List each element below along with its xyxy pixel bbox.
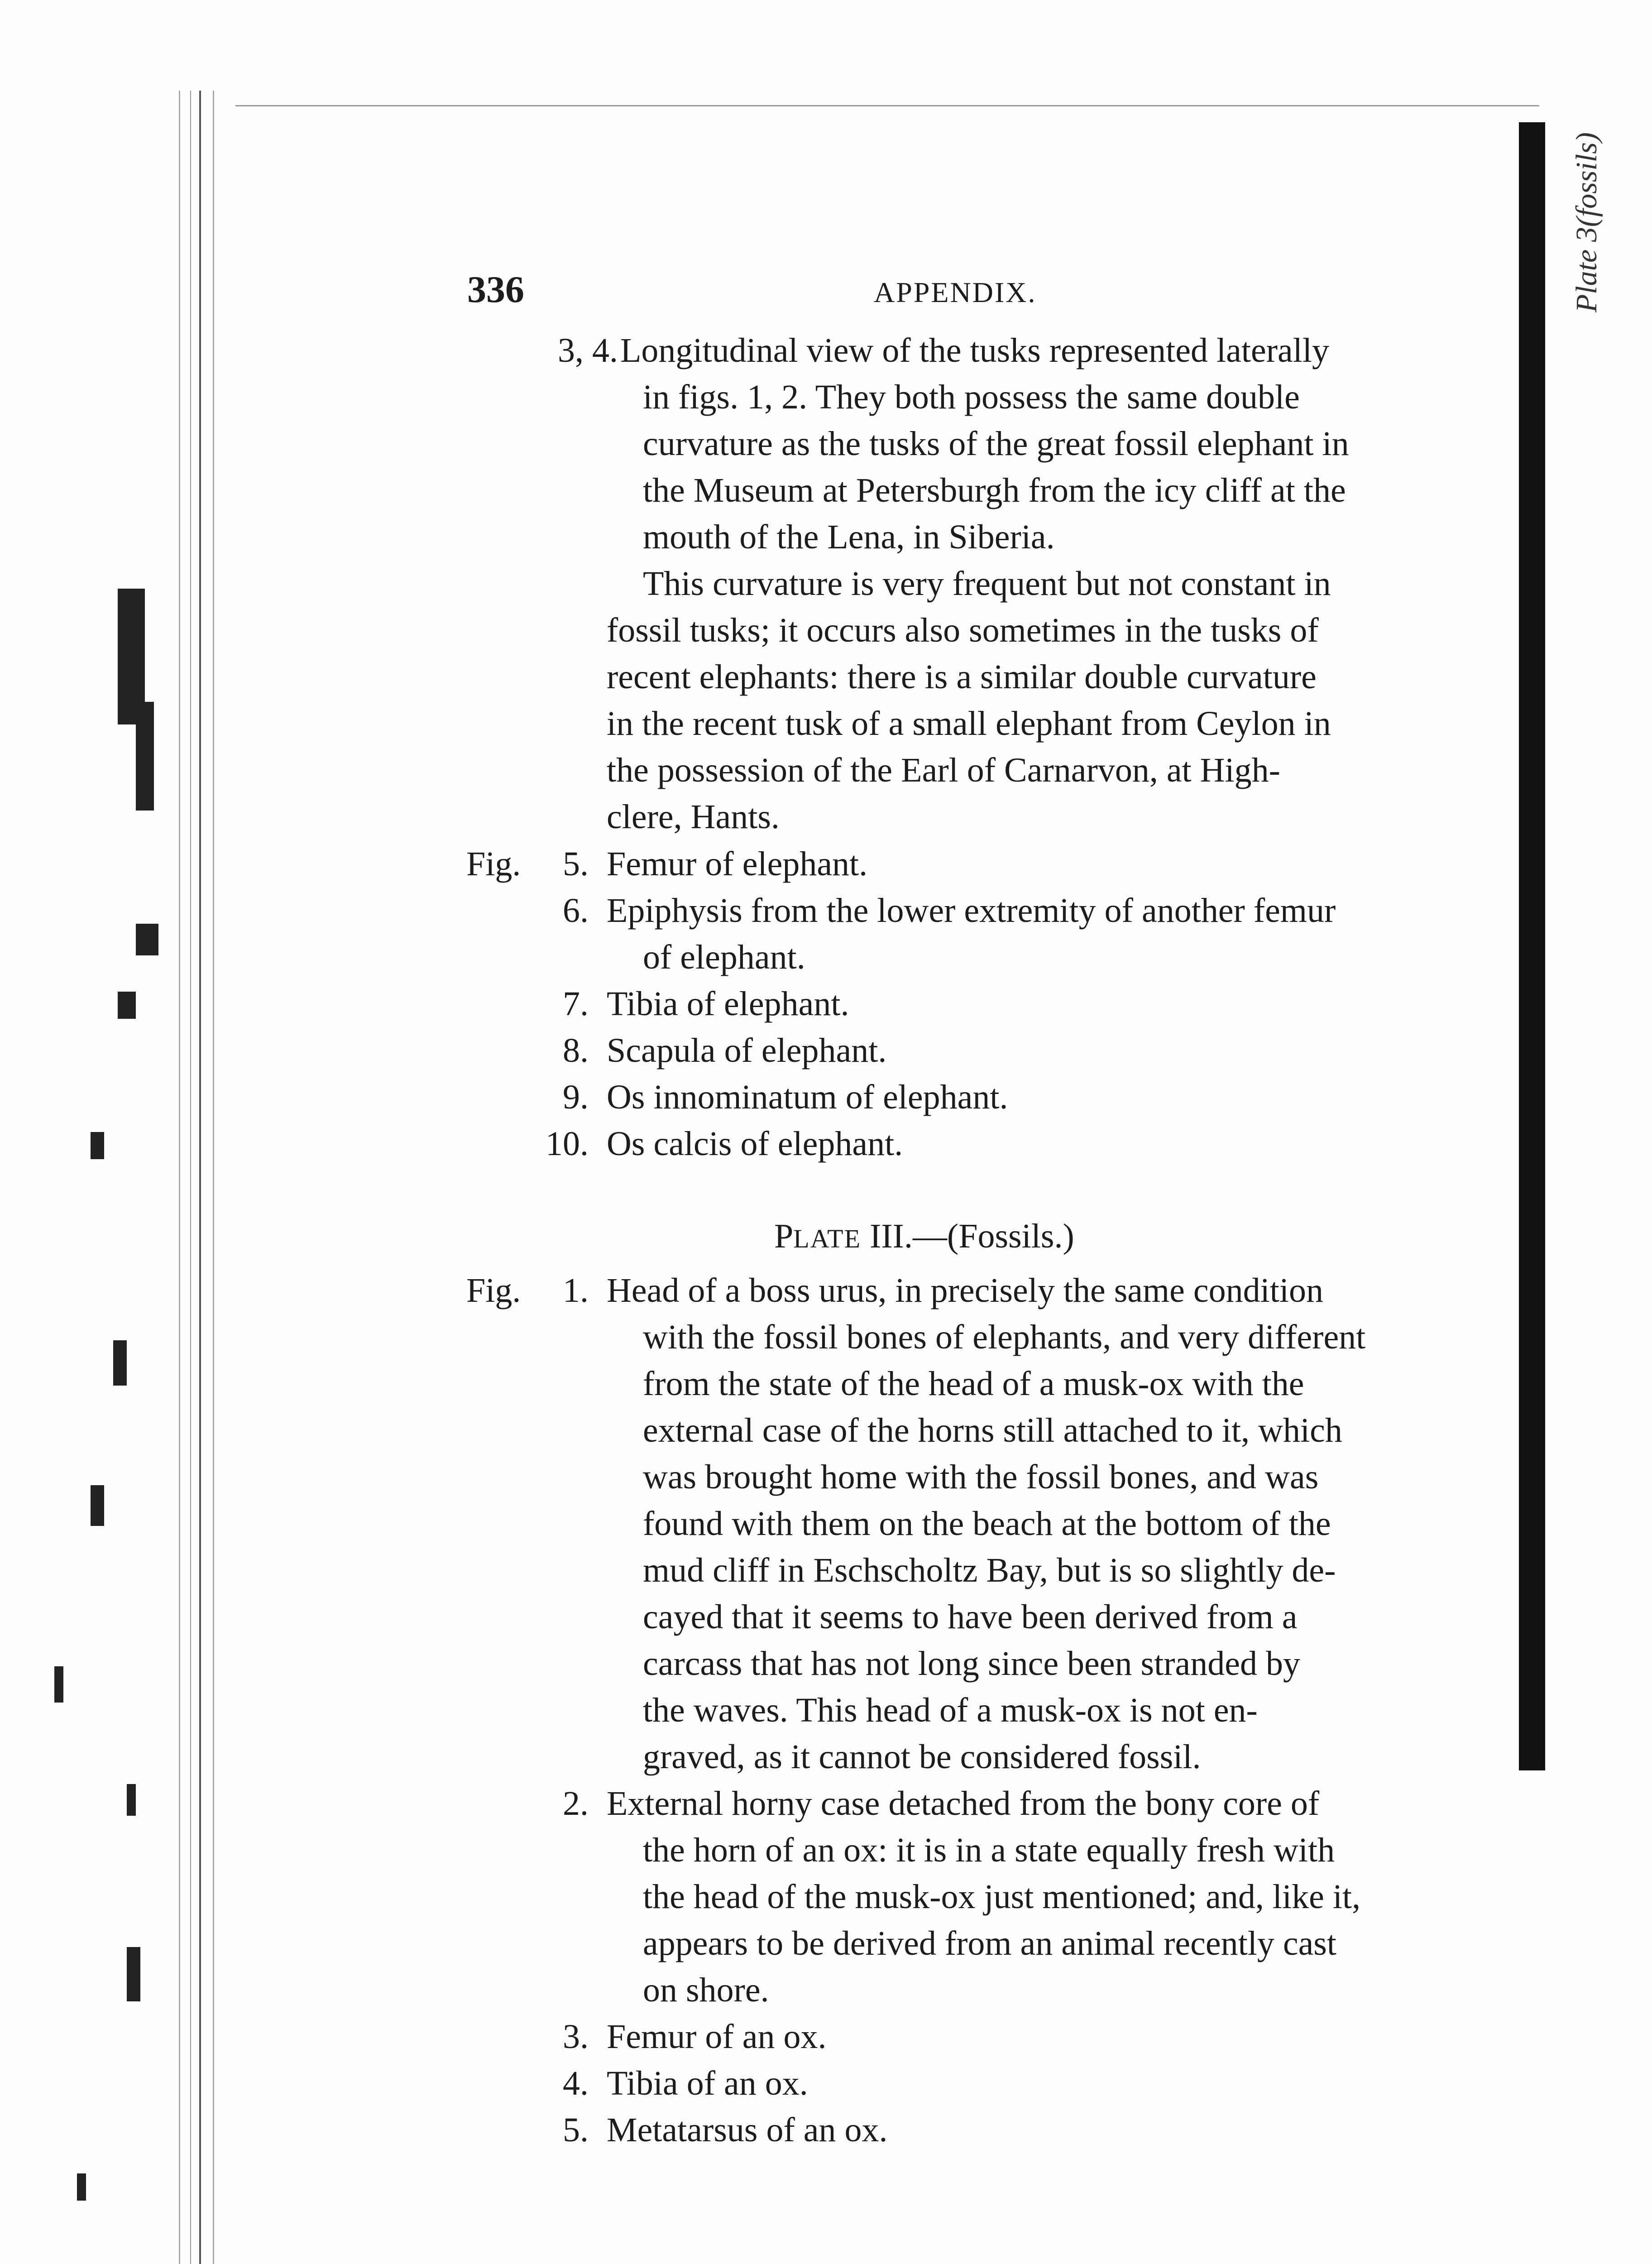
entry-line: mud cliff in Eschscholtz Bay, but is so slightly de- <box>643 1551 1336 1589</box>
entry-number: 4. <box>563 2064 589 2102</box>
handwritten-margin-note: Plate 3(fossils) <box>1570 132 1603 312</box>
paragraph-line: in the recent tusk of a small elephant from Ceylon in <box>607 705 1331 743</box>
entry-line: mouth of the Lena, in Siberia. <box>643 518 1055 556</box>
entry-line: of elephant. <box>643 938 805 976</box>
entry-line: Femur of elephant. <box>607 845 868 883</box>
entry-line: external case of the horns still attached to it, which <box>643 1411 1342 1449</box>
entry-number: 5. <box>563 2111 589 2149</box>
paragraph-line: recent elephants: there is a similar double curvature <box>607 658 1317 696</box>
entry-line: Os calcis of elephant. <box>607 1125 903 1163</box>
entry-number: 10. <box>546 1125 589 1163</box>
entry-line: was brought home with the fossil bones, and was <box>643 1458 1319 1496</box>
entry-line: Head of a boss urus, in precisely the same condition <box>607 1271 1323 1309</box>
entry-line: cayed that it seems to have been derived from a <box>643 1598 1298 1636</box>
entry-line: appears to be derived from an animal recently cast <box>643 1924 1336 1962</box>
entry-line: the waves. This head of a musk-ox is not en- <box>643 1691 1258 1729</box>
entry-line: with the fossil bones of elephants, and very different <box>643 1318 1366 1356</box>
entry-number: 9. <box>563 1078 589 1116</box>
paragraph-line: the possession of the Earl of Carnarvon, at High- <box>607 751 1280 789</box>
entry-line: from the state of the head of a musk-ox with the <box>643 1365 1304 1403</box>
entry-line: Epiphysis from the lower extremity of another femur <box>607 892 1336 930</box>
entry-line: External horny case detached from the bony core of <box>607 1784 1320 1823</box>
entry-line: graved, as it cannot be considered fossil. <box>643 1738 1201 1776</box>
entry-line: found with them on the beach at the bottom of the <box>643 1505 1331 1543</box>
page-number: 336 <box>467 269 524 311</box>
entry-line: the horn of an ox: it is in a state equally fresh with <box>643 1831 1335 1869</box>
entry-line: the head of the musk-ox just mentioned; and, like it, <box>643 1878 1361 1916</box>
binding-edge-marks <box>0 91 213 2264</box>
paragraph-line: This curvature is very frequent but not constant in <box>643 565 1331 603</box>
entry-line: Femur of an ox. <box>607 2018 827 2056</box>
entry-line: Scapula of elephant. <box>607 1031 887 1070</box>
entry-line: Os innominatum of elephant. <box>607 1078 1008 1116</box>
entry-number: 3, 4. <box>558 331 618 369</box>
entry-number: 3. <box>563 2018 589 2056</box>
paragraph-line: fossil tusks; it occurs also sometimes in the tusks of <box>607 611 1319 649</box>
entry-line: carcass that has not long since been stranded by <box>643 1645 1300 1683</box>
entry-number: 2. <box>563 1784 589 1823</box>
entry-line: Tibia of elephant. <box>607 985 849 1023</box>
fig-label: Fig. <box>466 1271 521 1309</box>
running-title: APPENDIX. <box>874 276 1037 308</box>
entry-line: on shore. <box>643 1971 769 2009</box>
top-scan-edge <box>235 105 1539 106</box>
entry-line: in figs. 1, 2. They both possess the same double <box>643 378 1300 416</box>
entry-line: the Museum at Petersburgh from the icy cliff at the <box>643 471 1346 509</box>
fig-label: Fig. <box>466 845 521 883</box>
scan-edge-bar <box>1519 122 1545 1770</box>
entry-line: curvature as the tusks of the great fossil elephant in <box>643 425 1349 463</box>
entry-line: Metatarsus of an ox. <box>607 2111 888 2149</box>
entry-number: 8. <box>563 1031 589 1070</box>
entry-number: 7. <box>563 985 589 1023</box>
entry-line: Tibia of an ox. <box>607 2064 808 2102</box>
entry-line: Longitudinal view of the tusks represented laterally <box>620 331 1329 369</box>
paragraph-line: clere, Hants. <box>607 798 780 836</box>
entry-number: 5. <box>563 845 589 883</box>
entry-number: 1. <box>563 1271 589 1309</box>
entry-number: 6. <box>563 892 589 930</box>
plate-heading: PLATE III.—(Fossils.) <box>774 1217 1074 1255</box>
